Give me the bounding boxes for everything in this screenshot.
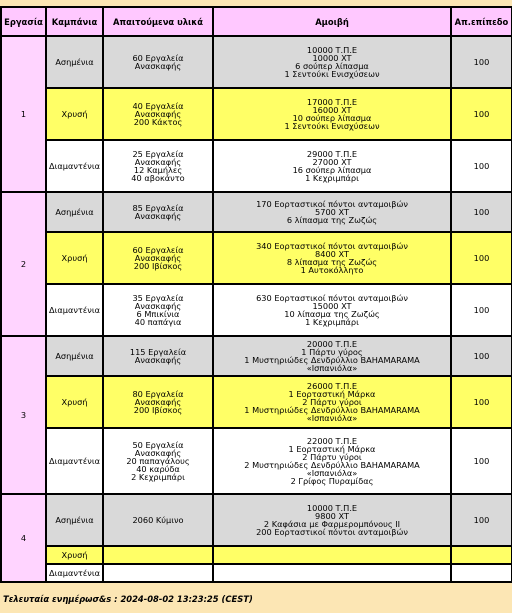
reward-line: 2 Γρίφος Πυραμίδας <box>290 476 374 486</box>
materials-cell <box>103 428 213 494</box>
campaign-cell: Χρυσή <box>46 232 103 284</box>
materials-cell <box>103 546 213 564</box>
materials-line: Ανασκαφής <box>134 61 182 71</box>
table-row <box>1 428 512 494</box>
campaign-cell: Ασημένια <box>46 36 103 88</box>
header-reward: Αμοιβή <box>213 7 451 36</box>
reward-line: 10000 XT <box>312 53 352 63</box>
level-cell: 100 <box>451 284 512 336</box>
materials-line: 200 Κάκτος <box>133 117 183 127</box>
reward-cell <box>213 336 451 376</box>
table-row <box>1 376 512 428</box>
table-row <box>1 232 512 284</box>
reward-cell <box>213 564 451 582</box>
materials-cell <box>103 336 213 376</box>
materials-line: Ανασκαφής <box>134 211 182 221</box>
materials-cell <box>103 564 213 582</box>
reward-line: 1 Σεντούκι Ενισχύσεων <box>284 121 380 131</box>
materials-cell <box>103 284 213 336</box>
materials-cell <box>103 140 213 192</box>
materials-line: 2 Κεχριμπάρι <box>131 472 185 482</box>
materials-line: 40 Εργαλεία <box>132 101 184 111</box>
table-row <box>1 88 512 140</box>
table-row <box>1 284 512 336</box>
materials-line: 60 Εργαλεία <box>132 53 184 63</box>
reward-line: 9800 XT <box>315 511 349 521</box>
materials-line: 200 Ιβίσκος <box>133 405 183 415</box>
reward-line: «Ισπανιόλα» <box>306 413 358 423</box>
materials-line: Ανασκαφής <box>134 448 182 458</box>
materials-line: 40 παπάγια <box>134 317 182 327</box>
reward-line: 1 Εορταστική Μάρκα <box>288 444 376 454</box>
reward-line: 16000 XT <box>312 105 352 115</box>
level-cell: 100 <box>451 88 512 140</box>
reward-line: 5700 XT <box>315 207 349 217</box>
reward-line: 1 Κεχριμπάρι <box>305 317 359 327</box>
reward-cell <box>213 192 451 232</box>
level-cell: 100 <box>451 376 512 428</box>
reward-cell <box>213 494 451 546</box>
table-row <box>1 336 512 376</box>
reward-line: 10 σούπερ λίπασμα <box>292 113 372 123</box>
campaign-cell: Ασημένια <box>46 494 103 546</box>
campaign-cell: Χρυσή <box>46 376 103 428</box>
reward-line: 1 Μυστηριώδες Δενδρύλλιο BAHAMARAMA <box>244 405 420 415</box>
reward-cell <box>213 232 451 284</box>
materials-line: Ανασκαφής <box>134 301 182 311</box>
level-cell: 100 <box>451 232 512 284</box>
header-task: Εργασία <box>1 7 46 36</box>
campaign-cell: Ασημένια <box>46 336 103 376</box>
table-row <box>1 192 512 232</box>
reward-line: 1 Σεντούκι Ενισχύσεων <box>284 69 380 79</box>
materials-line: 50 Εργαλεία <box>132 440 184 450</box>
reward-line: 8400 XT <box>315 249 349 259</box>
level-cell: 100 <box>451 336 512 376</box>
materials-line: 115 Εργαλεία <box>129 347 187 357</box>
table-row <box>1 564 512 582</box>
materials-line: 35 Εργαλεία <box>132 293 184 303</box>
reward-line: 6 σούπερ λίπασμα <box>295 61 369 71</box>
reward-line: 8 λίπασμα της Ζωζώς <box>286 257 378 267</box>
materials-line: 12 Καμήλες <box>133 165 183 175</box>
materials-line: 40 καρύδα <box>136 464 180 474</box>
level-cell: 100 <box>451 36 512 88</box>
reward-line: 340 Εορταστικοί πόντοι ανταμοιβών <box>256 241 408 251</box>
materials-line: 40 αβοκάντο <box>131 173 185 183</box>
campaign-cell: Ασημένια <box>46 192 103 232</box>
reward-line: 10000 Τ.Π.Ε <box>306 503 358 513</box>
last-updated: Τελευταία ενημέρωσ&s : 2024-08-02 13:23:25 (CEST) <box>3 594 253 604</box>
campaign-cell: Χρυσή <box>46 88 103 140</box>
reward-cell <box>213 140 451 192</box>
table-row <box>1 546 512 564</box>
reward-line: 15000 XT <box>312 301 352 311</box>
reward-line: 16 σούπερ λίπασμα <box>292 165 372 175</box>
reward-line: 1 Αυτοκόλλητο <box>300 265 364 275</box>
materials-cell <box>103 36 213 88</box>
materials-line: 25 Εργαλεία <box>132 149 184 159</box>
reward-line: 29000 Τ.Π.Ε <box>306 149 358 159</box>
reward-line: 1 Κεχριμπάρι <box>305 173 359 183</box>
campaign-cell: Διαμαντένια <box>46 140 103 192</box>
table-row <box>1 140 512 192</box>
header-campaign: Καμπάνια <box>46 7 103 36</box>
campaign-cell: Διαμαντένια <box>46 284 103 336</box>
reward-line: 630 Εορταστικοί πόντοι ανταμοιβών <box>256 293 408 303</box>
reward-line: 1 Μυστηριώδες Δενδρύλλιο BAHAMARAMA <box>244 355 420 365</box>
reward-line: 170 Εορταστικοί πόντοι ανταμοιβών <box>256 199 408 209</box>
materials-cell <box>103 88 213 140</box>
materials-cell <box>103 376 213 428</box>
materials-line: Ανασκαφής <box>134 355 182 365</box>
campaign-cell: Διαμαντένια <box>46 564 103 582</box>
header-row <box>1 7 512 36</box>
materials-line: Ανασκαφής <box>134 157 182 167</box>
reward-line: 27000 XT <box>312 157 352 167</box>
task-number: 1 <box>1 36 46 192</box>
materials-line: 6 Μπικίνια <box>136 309 180 319</box>
reward-line: 26000 Τ.Π.Ε <box>306 381 358 391</box>
reward-line: 22000 Τ.Π.Ε <box>306 436 358 446</box>
level-cell: 100 <box>451 140 512 192</box>
reward-line: 2 Καφάσια με Φαρμερομπόνους II <box>263 519 401 529</box>
reward-cell <box>213 376 451 428</box>
materials-cell <box>103 192 213 232</box>
materials-line: 85 Εργαλεία <box>132 203 184 213</box>
materials-line: 2060 Κύμινο <box>132 515 184 525</box>
table-row <box>1 36 512 88</box>
campaign-table <box>0 6 512 583</box>
reward-line: 2 Πάρτυ γύροι <box>302 452 362 462</box>
materials-line: Ανασκαφής <box>134 253 182 263</box>
table-body <box>1 36 512 582</box>
task-number: 4 <box>1 494 46 582</box>
reward-line: 17000 Τ.Π.Ε <box>306 97 358 107</box>
task-number: 3 <box>1 336 46 494</box>
reward-line: «Ισπανιόλα» <box>306 363 358 373</box>
materials-line: 80 Εργαλεία <box>132 389 184 399</box>
level-cell: 100 <box>451 494 512 546</box>
reward-cell <box>213 36 451 88</box>
materials-cell <box>103 232 213 284</box>
reward-line: 2 Πάρτυ γύροι <box>302 397 362 407</box>
reward-line: 1 Πάρτυ γύρος <box>301 347 363 357</box>
reward-line: 10000 Τ.Π.Ε <box>306 45 358 55</box>
materials-line: 20 παπαγάλους <box>126 456 190 466</box>
table-row <box>1 494 512 546</box>
reward-line: 10 λίπασμα της Ζωζώς <box>284 309 380 319</box>
reward-line: 200 Εορταστικοί πόντοι ανταμοιβών <box>256 527 408 537</box>
materials-cell <box>103 494 213 546</box>
reward-line: 6 λίπασμα της Ζωζώς <box>286 215 378 225</box>
level-cell: 100 <box>451 192 512 232</box>
level-cell <box>451 546 512 564</box>
reward-line: 20000 Τ.Π.Ε <box>306 339 358 349</box>
campaign-cell: Χρυσή <box>46 546 103 564</box>
campaign-cell: Διαμαντένια <box>46 428 103 494</box>
materials-line: Ανασκαφής <box>134 397 182 407</box>
materials-line: 200 Ιβίσκος <box>133 261 183 271</box>
header-level: Απ.επίπεδο <box>451 7 512 36</box>
materials-line: Ανασκαφής <box>134 109 182 119</box>
reward-cell <box>213 88 451 140</box>
reward-cell <box>213 428 451 494</box>
level-cell: 100 <box>451 428 512 494</box>
task-number: 2 <box>1 192 46 336</box>
header-materials: Απαιτούμενα υλικά <box>103 7 213 36</box>
reward-cell <box>213 546 451 564</box>
reward-line: «Ισπανιόλα» <box>306 468 358 478</box>
level-cell <box>451 564 512 582</box>
materials-line: 60 Εργαλεία <box>132 245 184 255</box>
reward-cell <box>213 284 451 336</box>
reward-line: 1 Εορταστική Μάρκα <box>288 389 376 399</box>
reward-line: 2 Μυστηριώδες Δενδρύλλιο BAHAMARAMA <box>244 460 420 470</box>
